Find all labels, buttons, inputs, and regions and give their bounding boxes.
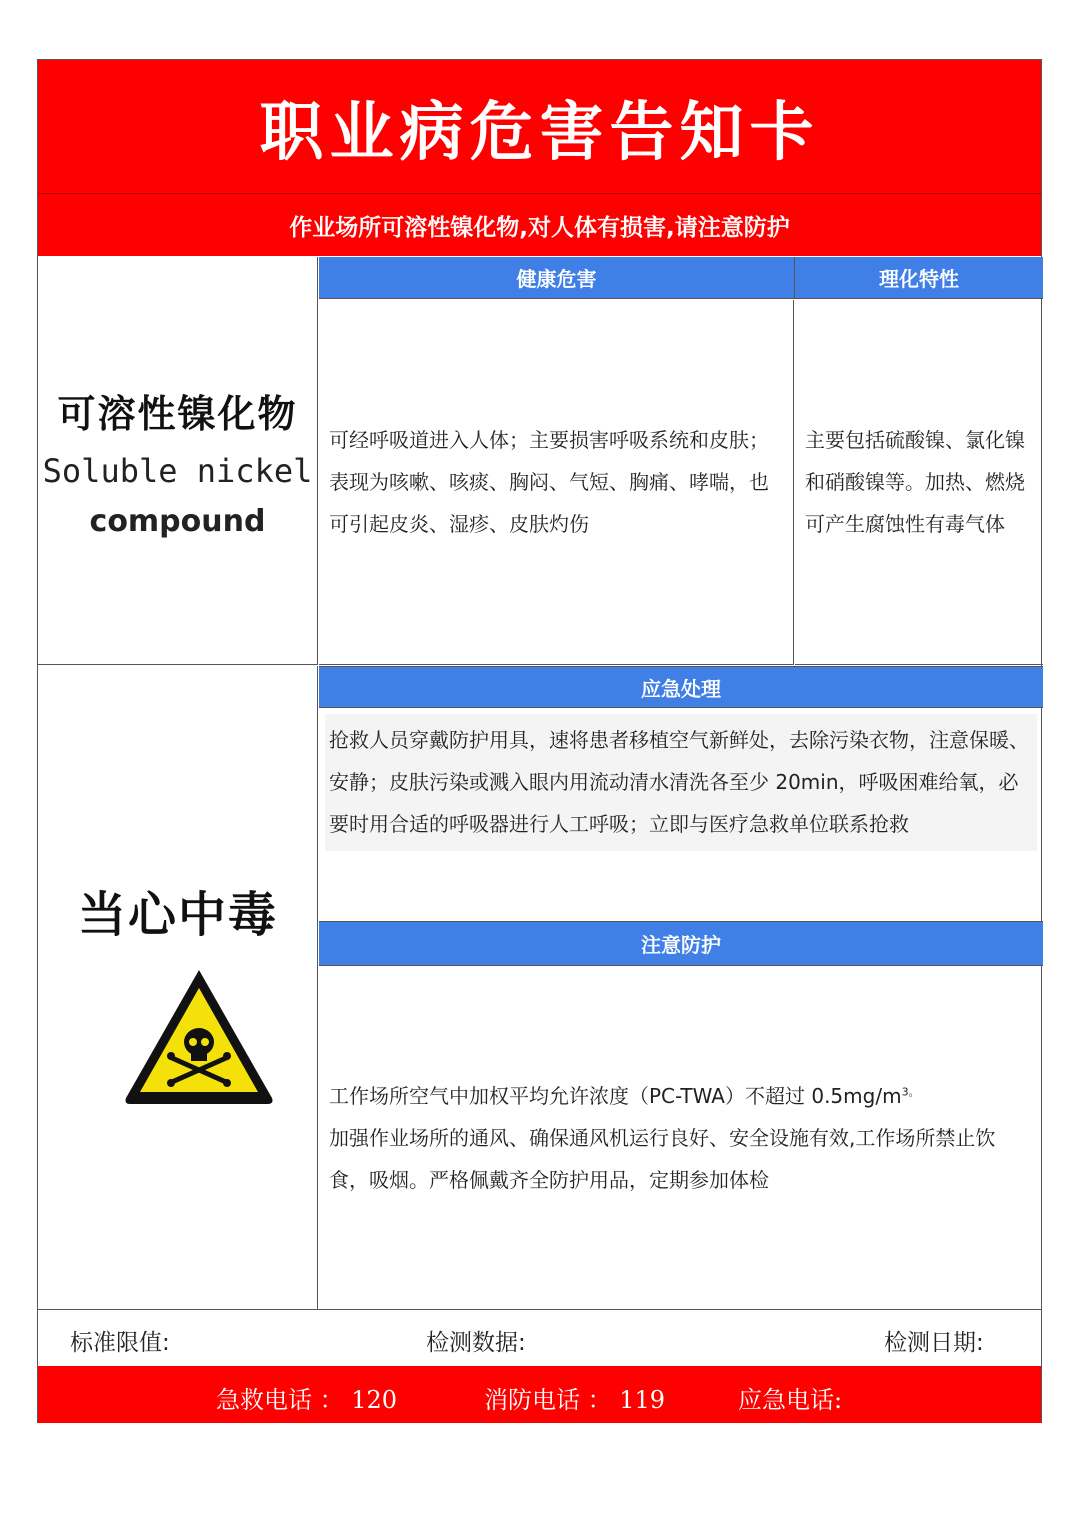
limits-row <box>38 1309 1041 1366</box>
emergency-heading: 应急处理 <box>641 676 721 701</box>
health-hazard-text: 可经呼吸道进入人体；主要损害呼吸系统和皮肤；表现为咳嗽、咳痰、胸闷、气短、胸痛、哮喘，也可引起皮炎、湿疹、皮肤灼伤 <box>329 428 769 536</box>
fire-phone: 消防电话 ： 119 <box>484 1386 666 1414</box>
emergency-phone: 应急电话: <box>738 1386 843 1414</box>
physchem-heading: 理化特性 <box>879 267 959 291</box>
emergency-text: 抢救人员穿戴防护用具，速将患者移植空气新鲜处，去除污染衣物，注意保暖、安静；皮肤污染或溅入眼内用流动清水清洗各至少 20min，呼吸困难给氧，必要时用合适的呼吸器进行人工呼吸；立即与医疗急救单位联系抢救 <box>325 714 1037 851</box>
page-title: 职业病危害告知卡 <box>259 95 820 170</box>
warning-panel <box>38 666 318 1309</box>
protection-limit-line <box>329 1075 1035 1117</box>
first-aid-phone: 急救电话 ： 120 <box>216 1386 398 1414</box>
protection-cell <box>319 966 1043 1309</box>
physchem-text: 主要包括硫酸镍、氯化镍和硝酸镍等。加热、燃烧可产生腐蚀性有毒气体 <box>805 428 1025 536</box>
subtitle-bar <box>38 194 1041 256</box>
protection-header <box>319 921 1043 966</box>
health-hazard-heading: 健康危害 <box>516 267 597 291</box>
health-hazard-cell <box>319 300 794 665</box>
detection-data-label: 检测数据: <box>426 1330 526 1356</box>
physchem-cell <box>795 300 1043 665</box>
substance-name-cn: 可溶性镍化物 <box>57 391 298 436</box>
protection-measures-text: 加强作业场所的通风、确保通风机运行良好、安全设施有效,工作场所禁止饮食，吸烟。严格佩戴齐全防护用品，定期参加体检 <box>329 1125 996 1192</box>
warning-label: 当心中毒 <box>77 887 278 943</box>
health-hazard-header <box>319 257 795 299</box>
substance-name-panel <box>38 257 318 665</box>
substance-name-en-line1: Soluble nickel <box>42 451 313 490</box>
hazard-notice-card <box>37 59 1042 1423</box>
page-subtitle: 作业场所可溶性镍化物,对人体有损害,请注意防护 <box>289 214 790 241</box>
protection-limit-text: 工作场所空气中加权平均允许浓度（PC-TWA）不超过 0.5mg/m <box>329 1083 902 1108</box>
emergency-header <box>319 666 1043 708</box>
detection-date-label: 检测日期: <box>884 1330 984 1356</box>
toxic-warning-icon <box>122 964 276 1106</box>
protection-limit-superscript: 3。 <box>901 1084 920 1098</box>
physchem-header <box>795 257 1043 299</box>
standard-limit-label: 标准限值: <box>70 1330 170 1356</box>
emergency-contacts-bar <box>38 1366 1041 1423</box>
substance-name-en-line2: compound <box>89 503 266 539</box>
title-bar <box>38 60 1041 194</box>
protection-heading: 注意防护 <box>641 933 721 957</box>
emergency-cell <box>319 710 1043 920</box>
